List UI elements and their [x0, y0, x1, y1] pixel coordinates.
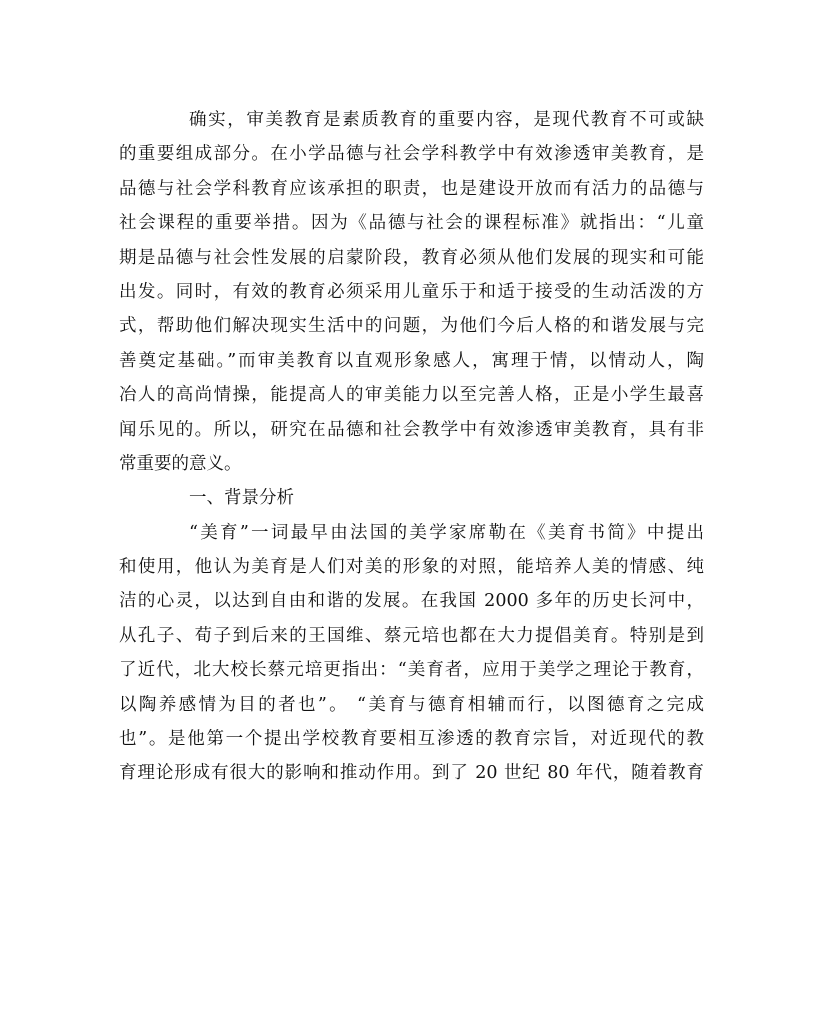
paragraph-line: 确实，审美教育是素质教育的重要内容，是现代教育不可或缺: [189, 110, 704, 130]
paragraph-line: 品德与社会学科教育应该承担的职责，也是建设开放而有活力的品德与: [119, 178, 704, 199]
paragraph-line: 出发。同时，有效的教育必须采用儿童乐于和适于接受的生动活泼的方: [119, 281, 704, 302]
paragraph-line: 育理论形成有很大的影响和推动作用。到了 20 世纪 80 年代，随着教育: [119, 763, 704, 784]
paragraph-line: 社会课程的重要举措。因为《品德与社会的课程标准》就指出：“儿童: [119, 213, 704, 234]
paragraph-2: [119, 516, 704, 791]
paragraph-line: 也”。是他第一个提出学校教育要相互渗透的教育宗旨，对近现代的教: [119, 729, 704, 750]
paragraph-line: 式，帮助他们解决现实生活中的问题，为他们今后人格的和谐发展与完: [119, 316, 704, 337]
paragraph-line: 善奠定基础。”而审美教育以直观形象感人，寓理于情，以情动人，陶: [119, 350, 704, 371]
paragraph-line: 和使用，他认为美育是人们对美的形象的对照，能培养人美的情感、纯: [119, 557, 704, 578]
paragraph-line: 以陶养感情为目的者也”。 “美育与德育相辅而行，以图德育之完成: [119, 694, 704, 715]
paragraph-line: 洁的心灵，以达到自由和谐的发展。在我国 2000 多年的历史长河中，: [119, 591, 704, 612]
paragraph-line: 了近代，北大校长蔡元培更指出：“美育者，应用于美学之理论于教育，: [119, 660, 704, 681]
paragraph-line: 闻乐见的。所以，研究在品德和社会教学中有效渗透审美教育，具有非: [119, 419, 704, 440]
paragraph-line: 从孔子、荀子到后来的王国维、蔡元培也都在大力提倡美育。特别是到: [119, 625, 704, 646]
paragraph-line: 冶人的高尚情操，能提高人的审美能力以至完善人格，正是小学生最喜: [119, 385, 704, 406]
paragraph-line: “美育”一词最早由法国的美学家席勒在《美育书简》中提出: [189, 522, 704, 543]
paragraph-line: 的重要组成部分。在小学品德与社会学科教学中有效渗透审美教育，是: [119, 144, 704, 165]
document-body: [119, 103, 704, 791]
paragraph-line: 期是品德与社会性发展的启蒙阶段，教育必须从他们发展的现实和可能: [119, 247, 704, 268]
paragraph-1: [119, 103, 704, 481]
section-heading: 一、背景分析: [189, 488, 294, 509]
paragraph-line: 常重要的意义。: [119, 453, 242, 474]
